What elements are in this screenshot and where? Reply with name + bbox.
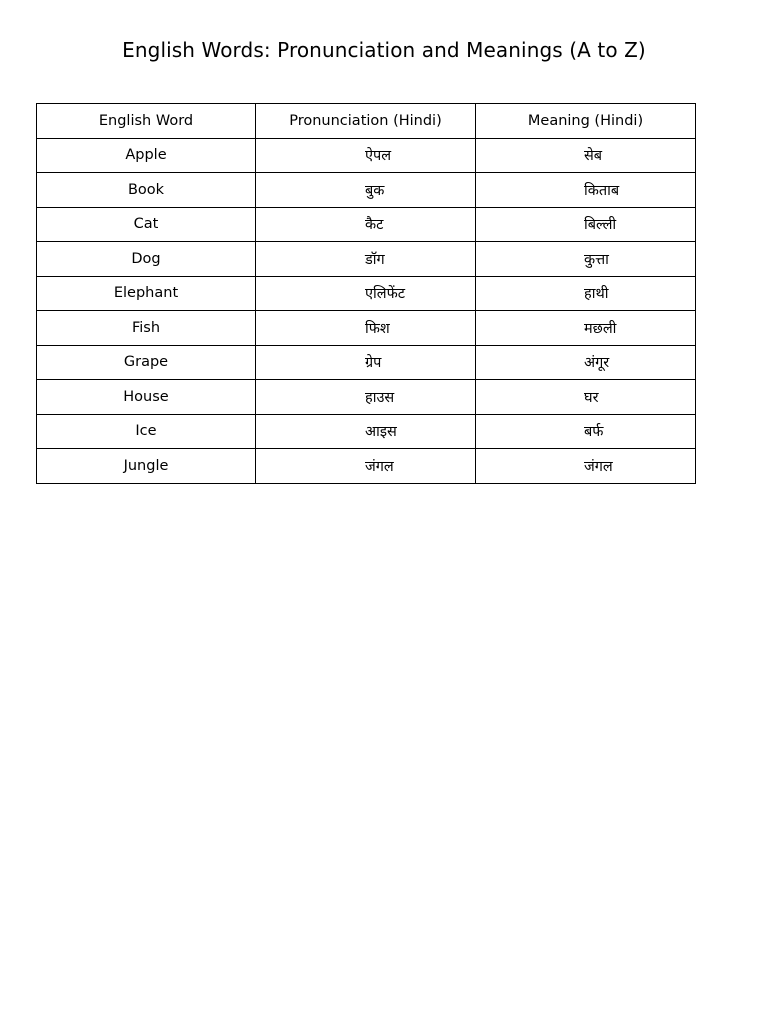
meaning-cell: मछली <box>476 311 696 346</box>
english-word-cell: Dog <box>37 242 256 277</box>
table-row <box>37 345 696 380</box>
table-row <box>37 242 696 277</box>
meaning-cell: किताब <box>476 173 696 208</box>
english-word-cell: Apple <box>37 138 256 173</box>
pronunciation-cell: बुक <box>256 173 476 208</box>
pronunciation-cell: जंगल <box>256 449 476 484</box>
vocabulary-table <box>36 103 696 484</box>
table-row <box>37 173 696 208</box>
meaning-cell: अंगूर <box>476 345 696 380</box>
pronunciation-cell: आइस <box>256 414 476 449</box>
meaning-cell: बिल्ली <box>476 207 696 242</box>
pronunciation-cell: डॉग <box>256 242 476 277</box>
pronunciation-cell: एलिफेंट <box>256 276 476 311</box>
meaning-cell: सेब <box>476 138 696 173</box>
table-row <box>37 138 696 173</box>
pronunciation-cell: ग्रेप <box>256 345 476 380</box>
pronunciation-cell: फिश <box>256 311 476 346</box>
pronunciation-cell: हाउस <box>256 380 476 415</box>
table-row <box>37 207 696 242</box>
table-header-row <box>37 104 696 139</box>
table-row <box>37 414 696 449</box>
table-row <box>37 380 696 415</box>
header-meaning: Meaning (Hindi) <box>476 104 696 139</box>
english-word-cell: House <box>37 380 256 415</box>
meaning-cell: हाथी <box>476 276 696 311</box>
pronunciation-cell: कैट <box>256 207 476 242</box>
meaning-cell: कुत्ता <box>476 242 696 277</box>
english-word-cell: Cat <box>37 207 256 242</box>
header-pronunciation: Pronunciation (Hindi) <box>256 104 476 139</box>
meaning-cell: बर्फ <box>476 414 696 449</box>
english-word-cell: Ice <box>37 414 256 449</box>
meaning-cell: घर <box>476 380 696 415</box>
meaning-cell: जंगल <box>476 449 696 484</box>
document-title: English Words: Pronunciation and Meanings (A to Z) <box>122 38 646 62</box>
english-word-cell: Jungle <box>37 449 256 484</box>
english-word-cell: Grape <box>37 345 256 380</box>
english-word-cell: Fish <box>37 311 256 346</box>
english-word-cell: Book <box>37 173 256 208</box>
english-word-cell: Elephant <box>37 276 256 311</box>
table-row <box>37 311 696 346</box>
table-row <box>37 449 696 484</box>
table-row <box>37 276 696 311</box>
header-english-word: English Word <box>37 104 256 139</box>
pronunciation-cell: ऐपल <box>256 138 476 173</box>
